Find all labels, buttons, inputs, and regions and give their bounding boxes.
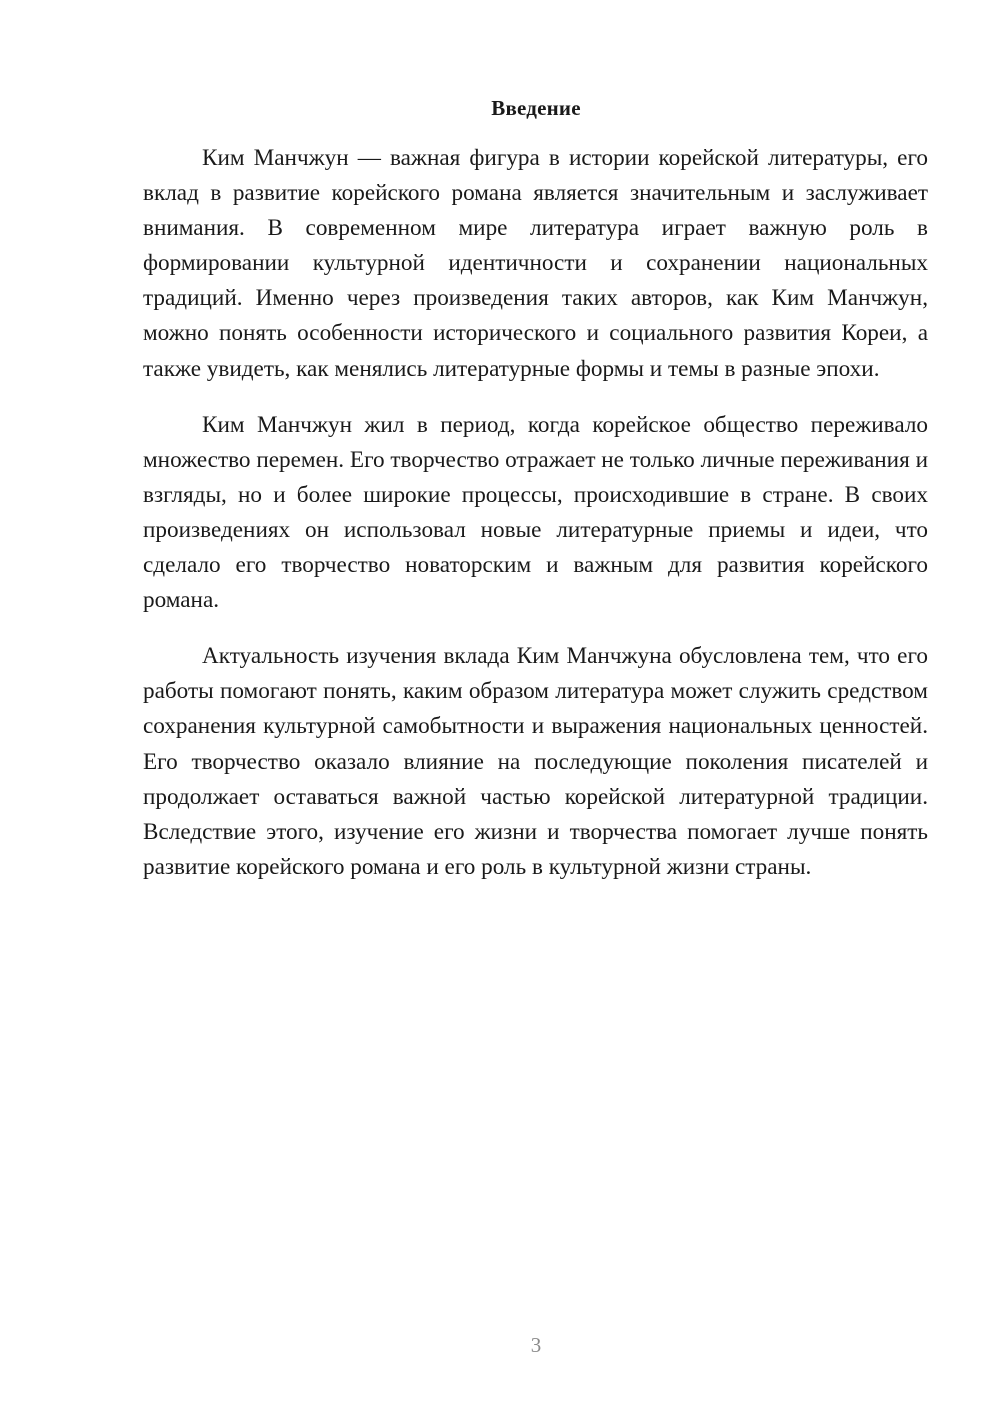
paragraph-1: Ким Манчжун — важная фигура в истории корейской литературы, его вклад в развитие корейского романа является значительным и заслуживает внимания. В современном мире литература играет важную роль в формировании культурной идентичности и сохранении национальных традиций. Именно через произведения таких авторов, как Ким Манчжун, можно понять особенности исторического и социального развития Кореи, а также увидеть, как менялись литературные формы и темы в разные эпохи.	[143, 145, 928, 382]
paragraph-2: Ким Манчжун жил в период, когда корейское общество переживало множество перемен. Его творчество отражает не только личные переживания и взгляды, но и более широкие процессы, происходившие в стране. В своих произведениях он использовал новые литературные приемы и идеи, что сделало его творчество новаторским и важным для развития корейского романа.	[143, 411, 928, 614]
paragraph-3: Актуальность изучения вклада Ким Манчжуна обусловлена тем, что его работы помогают понять, каким образом литература может служить средством сохранения культурной самобытности и выражения национальных ценностей. Его творчество оказало влияние на последующие поколения писателей и продолжает оставаться важной частью корейской литературной традиции. Вследствие этого, изучение его жизни и творчества помогает лучше понять развитие корейского романа и его роль в культурной жизни страны.	[143, 643, 928, 880]
body-text	[143, 141, 928, 906]
section-heading: Введение	[491, 96, 581, 120]
page-number: 3	[530, 1333, 542, 1357]
